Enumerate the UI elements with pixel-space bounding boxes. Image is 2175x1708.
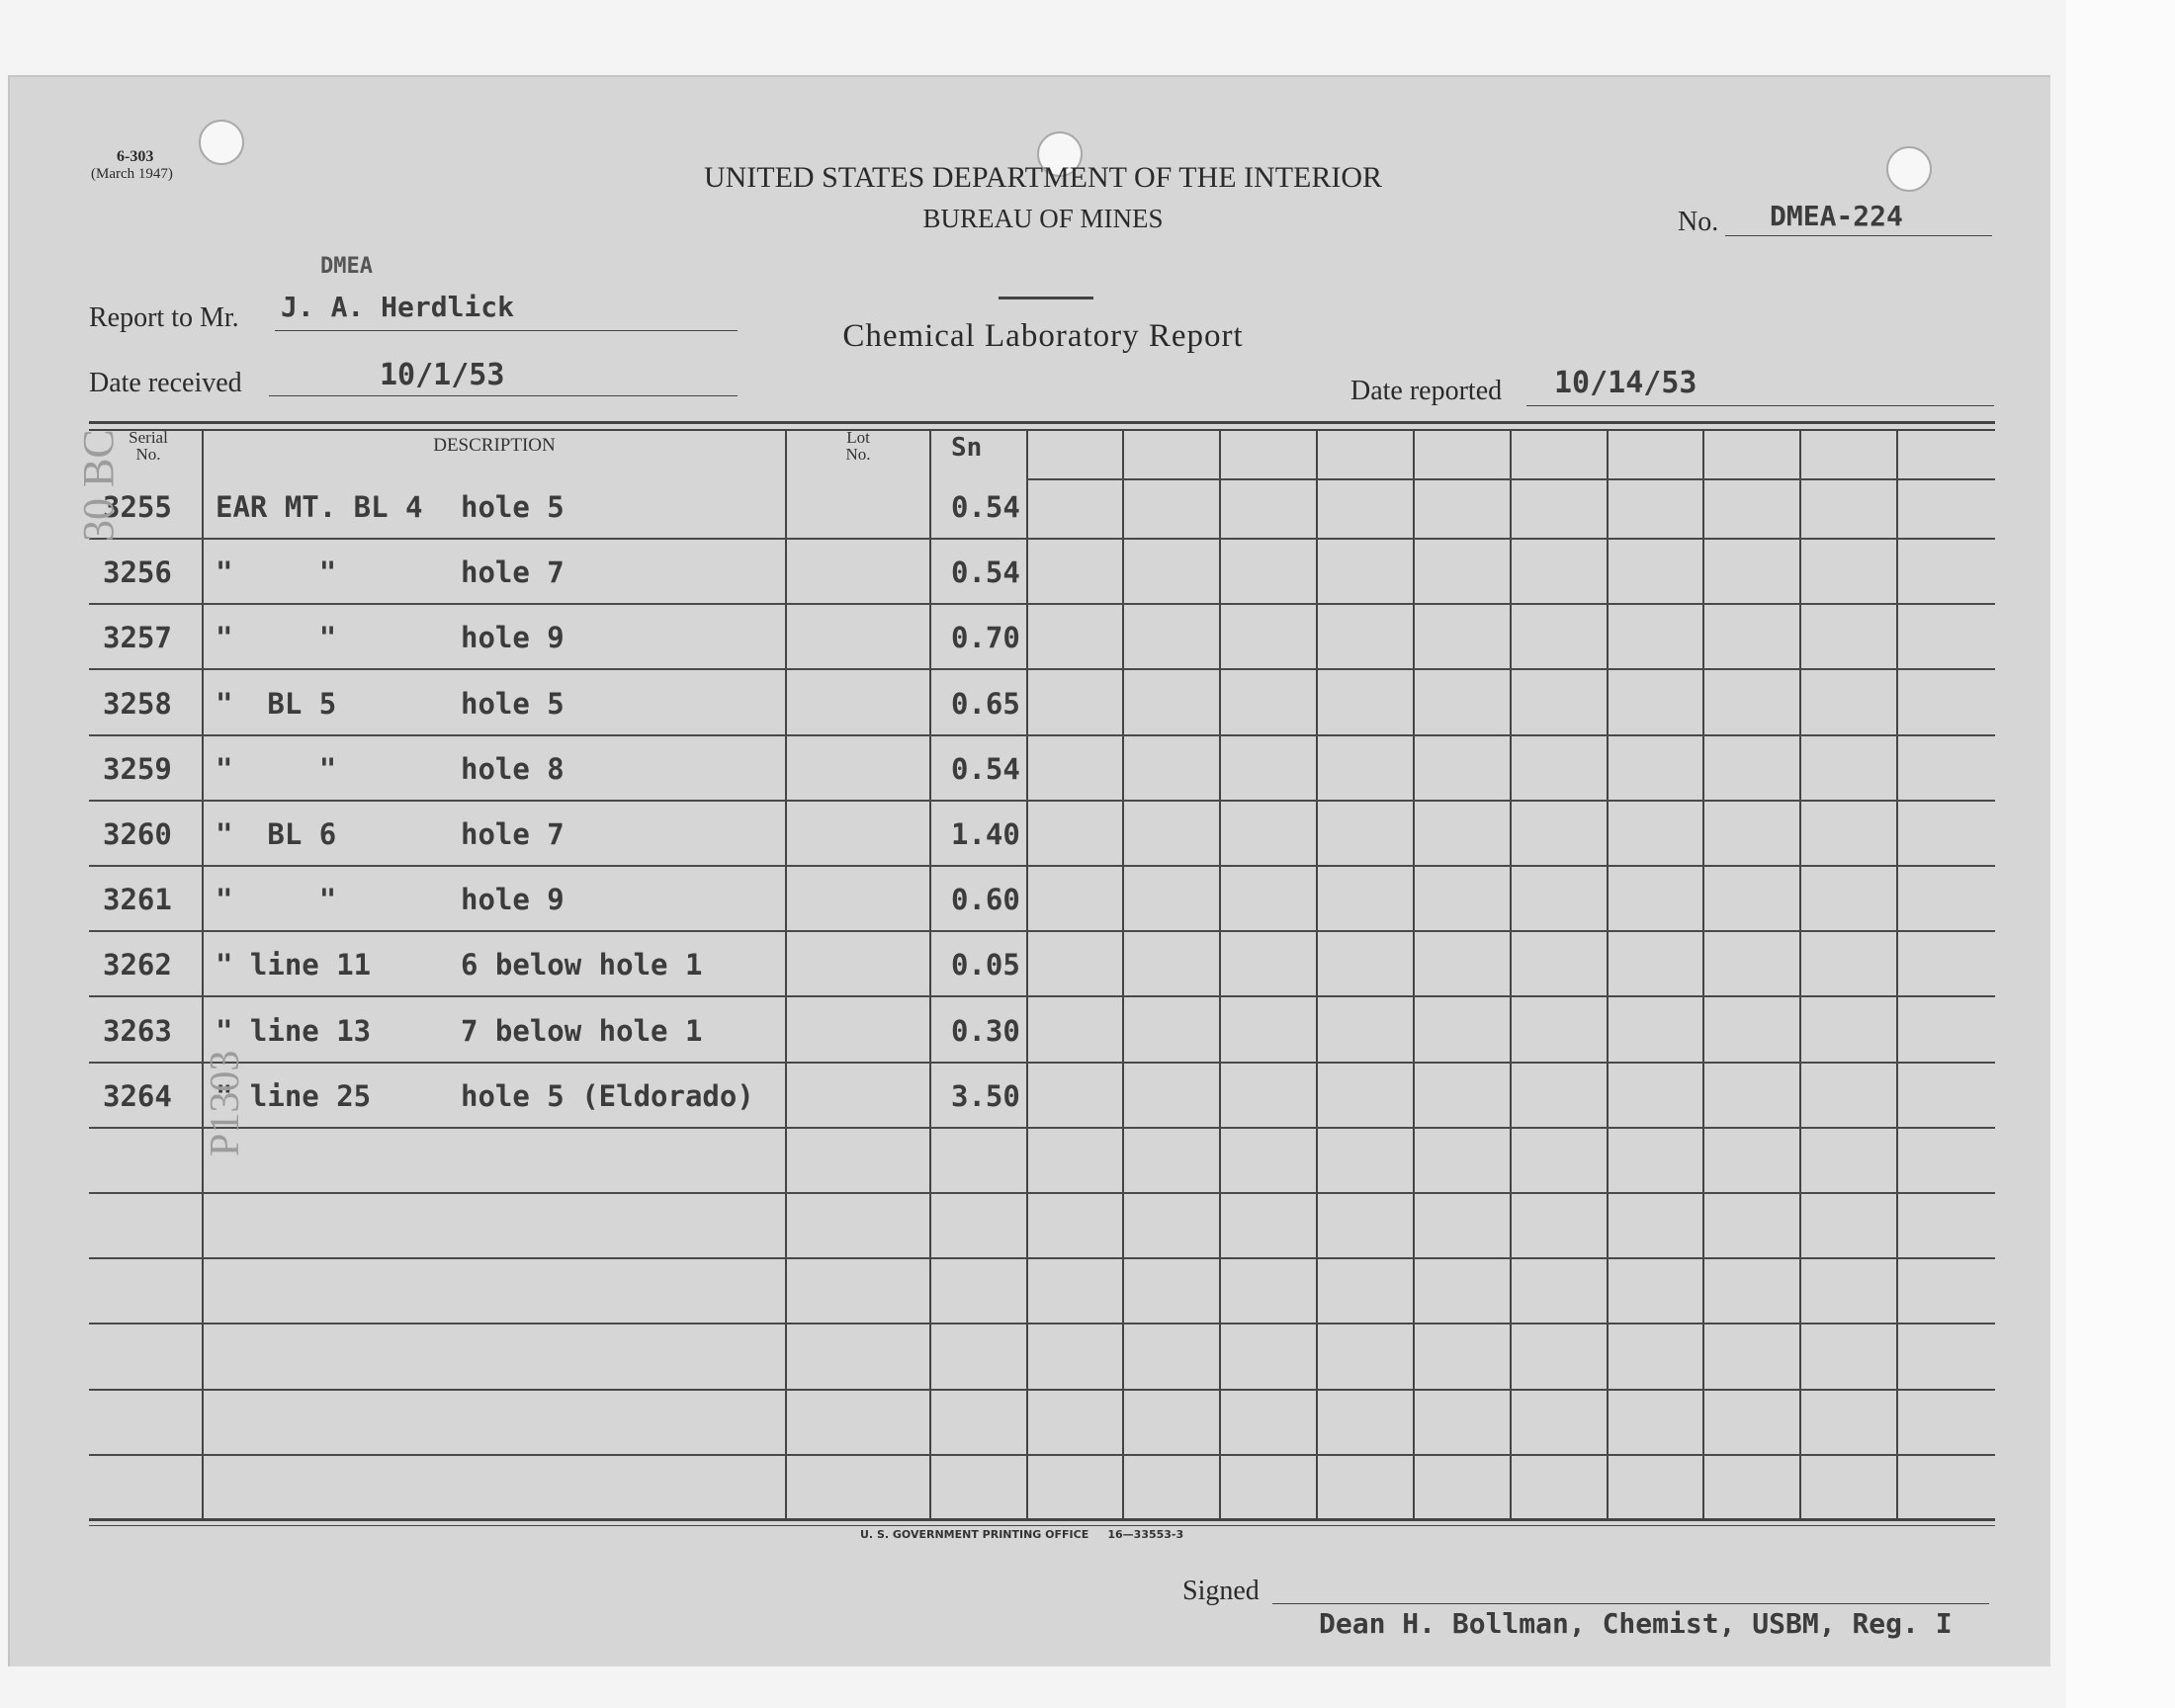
description-cell: " BL 5 [216,687,337,721]
description-header: DESCRIPTION [433,435,556,456]
description-cell: " " [216,555,337,589]
sn-value-cell: 0.54 [951,555,1020,589]
description-cell: " " [216,621,337,654]
row-divider [89,1192,1995,1194]
row-divider [89,1257,1995,1259]
sn-header: Sn [951,433,983,463]
row-divider [89,1062,1995,1064]
column-divider [1413,429,1415,1518]
row-divider [89,603,1995,605]
report-title: Chemical Laboratory Report [842,318,1244,354]
serial-cell: 3261 [103,883,172,916]
serial-cell: 3264 [103,1079,172,1113]
report-to-label: Report to Mr. [89,302,239,333]
report-to-value: J. A. Herdlick [281,291,515,323]
row-divider [89,995,1995,997]
sn-value-cell: 0.05 [951,948,1020,982]
description-cell: EAR MT. BL 4 [216,490,423,524]
row-divider [89,930,1995,932]
column-divider [1607,429,1609,1518]
report-to-note: DMEA [320,254,373,279]
row-divider [89,865,1995,867]
serial-header: Serial No. [129,428,168,464]
serial-cell: 3255 [103,490,172,524]
description-detail-cell: hole 8 [461,752,565,786]
row-divider [89,1127,1995,1129]
column-divider [1122,429,1124,1518]
description-detail-cell: 6 below hole 1 [461,948,703,982]
description-detail-cell: hole 7 [461,817,565,851]
sn-value-cell: 0.70 [951,621,1020,654]
column-divider [1702,429,1704,1518]
serial-cell: 3259 [103,752,172,786]
column-divider [1316,429,1318,1518]
column-divider [1799,429,1801,1518]
description-detail-cell: hole 5 [461,687,565,721]
description-detail-cell: hole 9 [461,621,565,654]
serial-cell: 3257 [103,621,172,654]
description-cell: " " [216,883,337,916]
date-received-value: 10/1/53 [380,358,505,392]
table-bottom-border [89,1518,1995,1521]
header-divider [1026,478,1995,480]
row-divider [89,538,1995,540]
row-divider [89,734,1995,736]
row-divider [89,1454,1995,1456]
column-divider [1026,429,1028,1518]
description-detail-cell: hole 7 [461,555,565,589]
table-top-border [89,429,1995,431]
date-reported-underline [1526,405,1994,406]
description-cell: " line 25 [216,1079,372,1113]
date-received-underline [269,395,738,396]
number-underline [1725,235,1992,236]
description-cell: " " [216,752,337,786]
sn-value-cell: 0.60 [951,883,1020,916]
column-divider [1510,429,1512,1518]
printer-line: U. S. GOVERNMENT PRINTING OFFICE 16—33553-3 [860,1528,1184,1541]
row-divider [89,1389,1995,1391]
column-divider [1896,429,1898,1518]
description-cell: " BL 6 [216,817,337,851]
row-divider [89,800,1995,802]
table-bottom-border [89,1525,1995,1526]
description-detail-cell: 7 below hole 1 [461,1014,703,1048]
serial-cell: 3256 [103,555,172,589]
row-divider [89,1323,1995,1324]
description-detail-cell: hole 9 [461,883,565,916]
sn-value-cell: 1.40 [951,817,1020,851]
date-reported-label: Date reported [1350,376,1503,406]
serial-cell: 3263 [103,1014,172,1048]
title-divider [999,297,1093,299]
row-divider [89,668,1995,670]
description-detail-cell: hole 5 (Eldorado) [461,1079,754,1113]
serial-cell: 3260 [103,817,172,851]
report-to-underline [275,330,738,331]
number-value: DMEA-224 [1770,200,1903,232]
pencil-annotation: P1303 [203,1050,248,1156]
form-date: (March 1947) [91,166,173,182]
pencil-annotation: 30 BC [74,429,123,542]
description-cell: " line 13 [216,1014,372,1048]
signature-underline [1272,1603,1989,1604]
description-detail-cell: hole 5 [461,490,565,524]
sn-value-cell: 0.65 [951,687,1020,721]
lot-header: Lot No. [845,428,871,464]
serial-cell: 3258 [103,687,172,721]
date-received-label: Date received [89,368,242,398]
scan-margin [2066,0,2175,1708]
number-label: No. [1678,207,1719,237]
column-divider [929,429,931,1518]
bureau-title: BUREAU OF MINES [922,204,1164,233]
sn-value-cell: 0.54 [951,752,1020,786]
sn-value-cell: 0.30 [951,1014,1020,1048]
sn-value-cell: 3.50 [951,1079,1020,1113]
signed-label: Signed [1182,1576,1260,1606]
description-cell: " line 11 [216,948,372,982]
date-reported-value: 10/14/53 [1554,366,1697,400]
column-divider [785,429,787,1518]
sn-value-cell: 0.54 [951,490,1020,524]
department-title: UNITED STATES DEPARTMENT OF THE INTERIOR [703,161,1383,194]
column-divider [202,429,204,1518]
form-number: 6-303 [117,148,154,165]
signer-name: Dean H. Bollman, Chemist, USBM, Reg. I [1319,1607,1953,1640]
table-top-border [89,421,1995,424]
column-divider [1219,429,1221,1518]
punch-hole [199,120,244,165]
serial-cell: 3262 [103,948,172,982]
